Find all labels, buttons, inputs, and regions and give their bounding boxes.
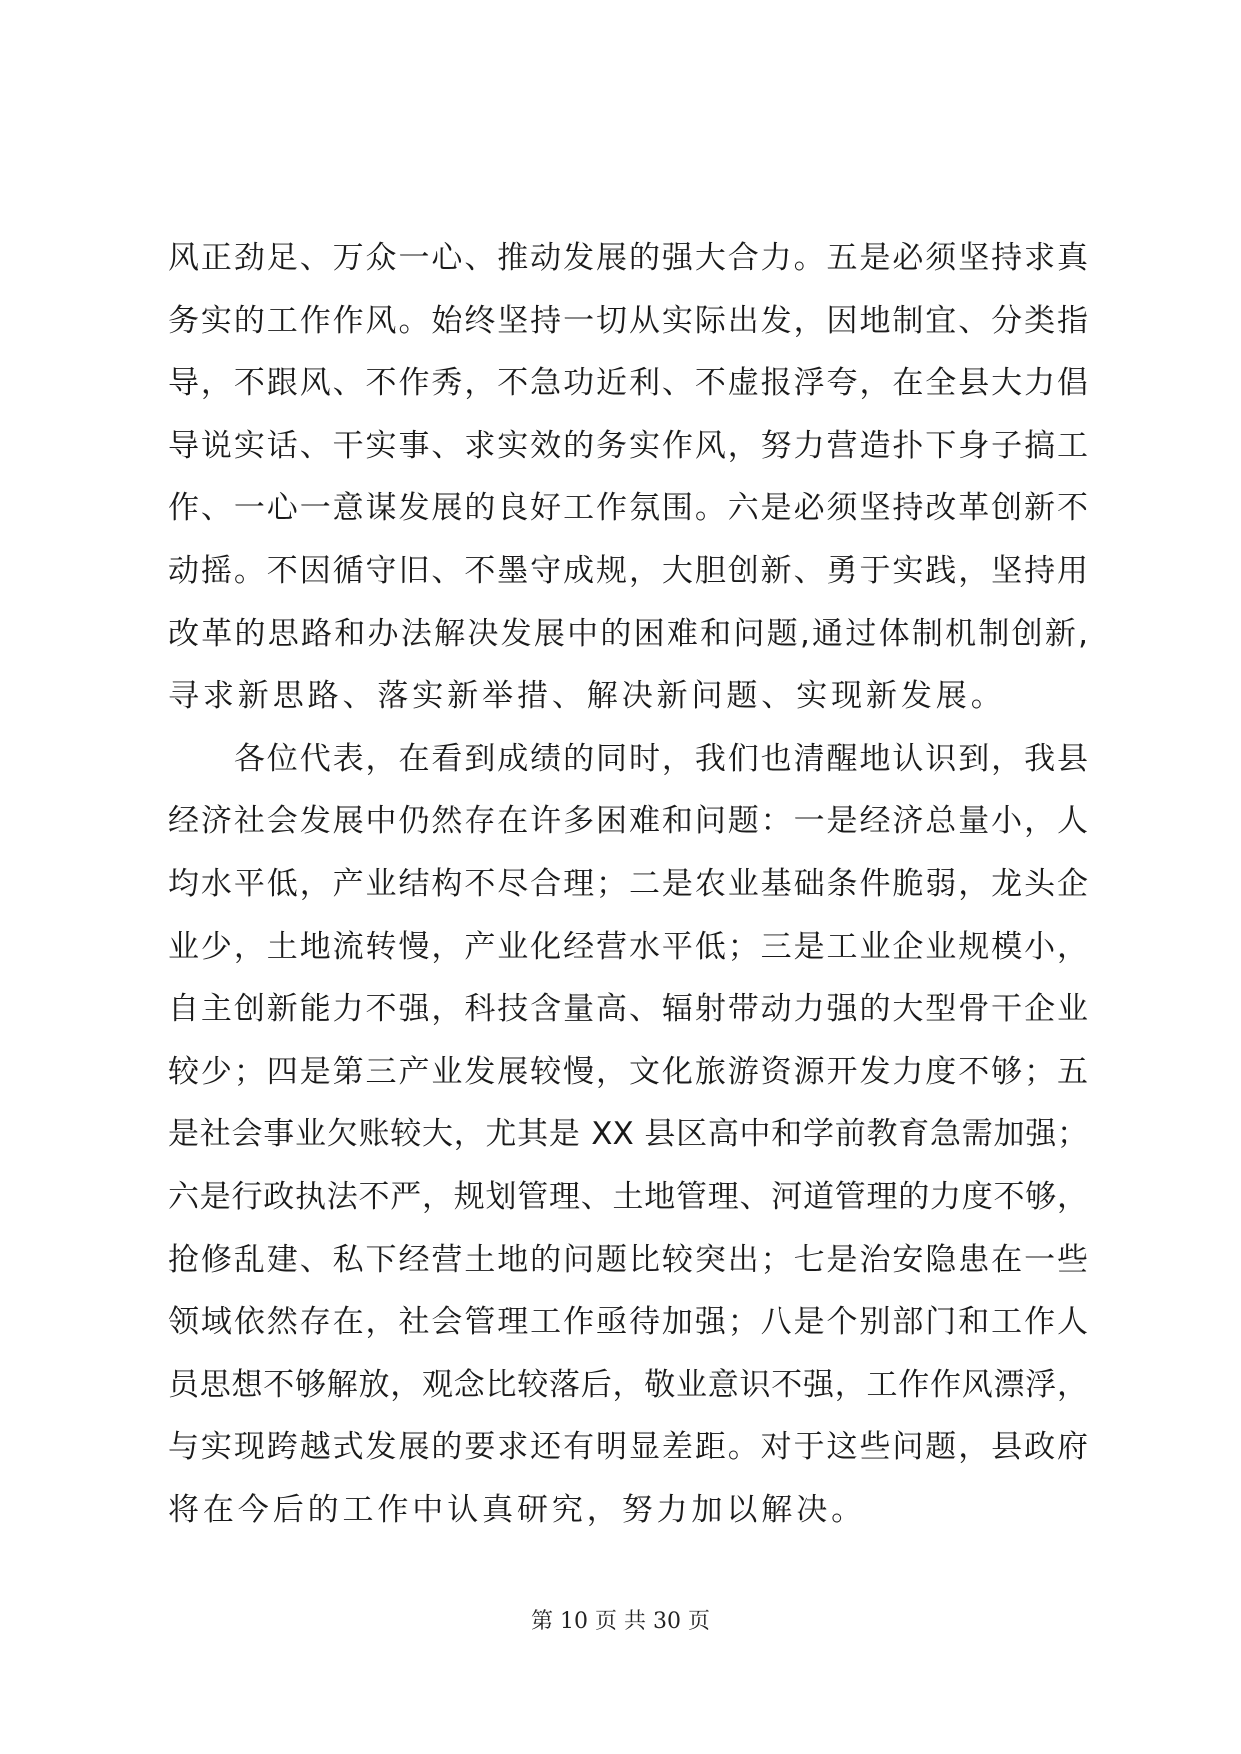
page-footer: 第 10 页 共 30 页 xyxy=(531,1609,710,1634)
text-line: 较少；四是第三产业发展较慢，文化旅游资源开发力度不够；五 xyxy=(168,1053,1088,1090)
text-line: 将在今后的工作中认真研究，努力加以解决。 xyxy=(168,1491,866,1528)
text-line: 六是行政执法不严，规划管理、土地管理、河道管理的力度不够， xyxy=(168,1178,1088,1215)
text-line: 均水平低，产业结构不尽合理；二是农业基础条件脆弱，龙头企 xyxy=(168,865,1088,902)
text-line: 改革的思路和办法解决发展中的困难和问题,通过体制机制创新, xyxy=(168,615,1088,652)
text-line: 风正劲足、万众一心、推动发展的强大合力。五是必须坚持求真 xyxy=(168,240,1088,276)
text-line: 业少，土地流转慢，产业化经营水平低；三是工业企业规模小， xyxy=(168,928,1088,965)
text-line: 是社会事业欠账较大，尤其是 XX 县区高中和学前教育急需加强； xyxy=(168,1116,1088,1153)
text-line: 动摇。不因循守旧、不墨守成规，大胆创新、勇于实践，坚持用 xyxy=(168,552,1088,589)
text-line: 各位代表，在看到成绩的同时，我们也清醒地认识到，我县 xyxy=(168,740,1088,777)
text-line: 导，不跟风、不作秀，不急功近利、不虚报浮夸，在全县大力倡 xyxy=(168,365,1088,402)
text-line: 领域依然存在，社会管理工作亟待加强；八是个别部门和工作人 xyxy=(168,1304,1088,1341)
text-line: 导说实话、干实事、求实效的务实作风，努力营造扑下身子搞工 xyxy=(168,427,1088,464)
text-line: 与实现跨越式发展的要求还有明显差距。对于这些问题，县政府 xyxy=(168,1429,1088,1466)
body-text xyxy=(168,227,1088,1541)
text-line: 寻求新思路、落实新举措、解决新问题、实现新发展。 xyxy=(168,678,1006,715)
text-line: 自主创新能力不强，科技含量高、辐射带动力强的大型骨干企业 xyxy=(168,991,1088,1028)
text-line: 员思想不够解放，观念比较落后，敬业意识不强，工作作风漂浮， xyxy=(168,1366,1088,1403)
text-line: 务实的工作作风。始终坚持一切从实际出发，因地制宜、分类指 xyxy=(168,302,1088,339)
text-line: 抢修乱建、私下经营土地的问题比较突出；七是治安隐患在一些 xyxy=(168,1241,1088,1278)
text-line: 经济社会发展中仍然存在许多困难和问题：一是经济总量小，人 xyxy=(168,803,1088,840)
text-line: 作、一心一意谋发展的良好工作氛围。六是必须坚持改革创新不 xyxy=(168,490,1088,527)
